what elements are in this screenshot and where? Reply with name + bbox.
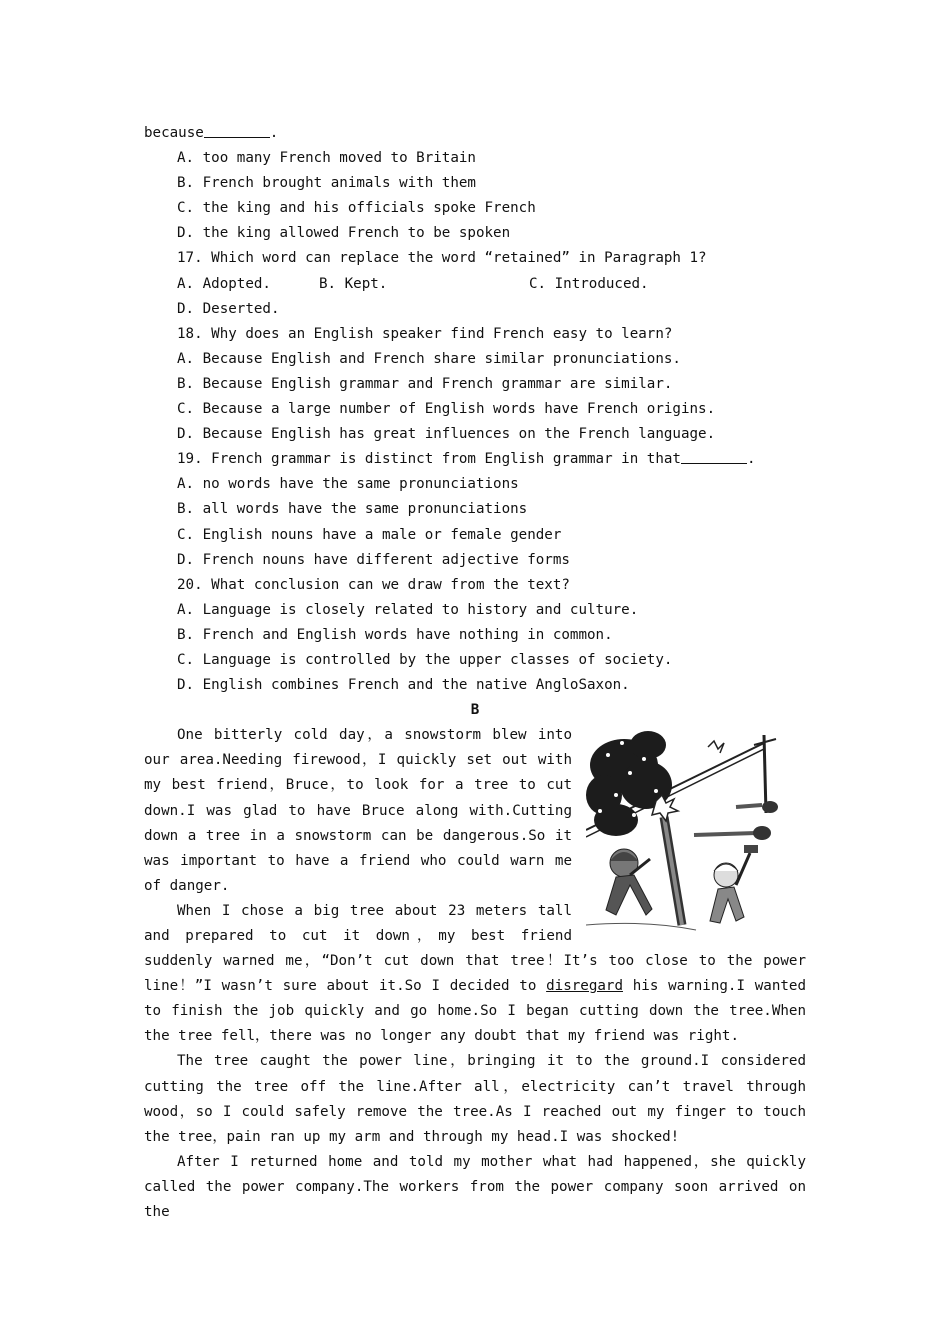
q20-option-c: C. Language is controlled by the upper classes of society.	[177, 651, 673, 668]
underlined-word: disregard	[546, 978, 623, 995]
q20-stem: 20. What conclusion can we draw from the text?	[177, 576, 570, 593]
q18-stem: 18. Why does an English speaker find French easy to learn?	[177, 325, 673, 342]
q18-option-d: D. Because English has great influences on the French language.	[177, 426, 716, 443]
q17-option-c: C. Introduced.	[529, 275, 649, 292]
q18-option-b: B. Because English grammar and French grammar are similar.	[177, 375, 673, 392]
q20-option-d: D. English combines French and the native AngloSaxon.	[177, 677, 630, 694]
passage-b	[144, 723, 806, 1225]
paragraph-4: After I returned home and told my mother what had happened，she quickly called the power company.The workers from the power company soon arrived on the	[144, 1153, 806, 1221]
q19-option-c: C. English nouns have a male or female gender	[177, 526, 562, 543]
paragraph-3: The tree caught the power line，bringing it to the ground.I considered cutting the tree off the line.After all，electricity can’t travel through wood，so I could safely remove the tree.As I reached out my finger to touch the tree，pain ran up my arm and through my head.I was shocked!	[144, 1053, 806, 1145]
q17-option-b: B. Kept.	[319, 275, 388, 292]
paragraph-1: One bitterly cold day，a snowstorm blew into our area.Needing firewood，I quickly set out with my best friend，Bruce，to look for a tree to cut down.I was glad to have Bruce along with.Cutting down a tree in a snowstorm can be dangerous.So it was important to have a friend who could warn me of danger.	[144, 727, 572, 894]
q18-option-a: A. Because English and French share similar pronunciations.	[177, 350, 681, 367]
snowstorm-tree-illustration	[586, 725, 806, 935]
q16-option-b: B. French brought animals with them	[177, 175, 476, 192]
q16-option-a: A. too many French moved to Britain	[177, 150, 476, 167]
q17-options-row	[144, 272, 806, 297]
q17-option-a: A. Adopted.	[177, 275, 271, 292]
answer-blank	[681, 448, 747, 464]
q19-stem: 19. French grammar is distinct from English grammar in that .	[144, 447, 806, 472]
q20-option-b: B. French and English words have nothing in common.	[177, 626, 613, 643]
q19-option-d: D. French nouns have different adjective forms	[177, 551, 570, 568]
q19-option-a: A. no words have the same pronunciations	[177, 476, 519, 493]
section-heading: B	[470, 702, 480, 719]
q20-option-a: A. Language is closely related to history and culture.	[177, 601, 639, 618]
q18-option-c: C. Because a large number of English words have French origins.	[177, 401, 716, 418]
q19-option-b: B. all words have the same pronunciations	[177, 501, 528, 518]
q16-stem-end: because .	[144, 121, 806, 146]
document-page	[144, 121, 806, 1225]
paragraph-2: When I chose a big tree about 23 meters tall and prepared to cut it down，my best friend suddenly warned me，“Don’t cut down that tree！It’s too close to the power line！”I wasn’t sure about it.So I decided to disregard his warning.I wanted to finish the job quickly and go home.So I began cutting down the tree.When the tree fell，there was no longer any doubt that my friend was right.	[144, 902, 806, 1045]
q16-option-c: C. the king and his officials spoke French	[177, 200, 536, 217]
q17-stem: 17. Which word can replace the word “retained” in Paragraph 1?	[177, 250, 707, 267]
answer-blank	[204, 122, 270, 138]
q17-option-d: D. Deserted.	[177, 300, 280, 317]
q16-option-d: D. the king allowed French to be spoken	[177, 225, 511, 242]
